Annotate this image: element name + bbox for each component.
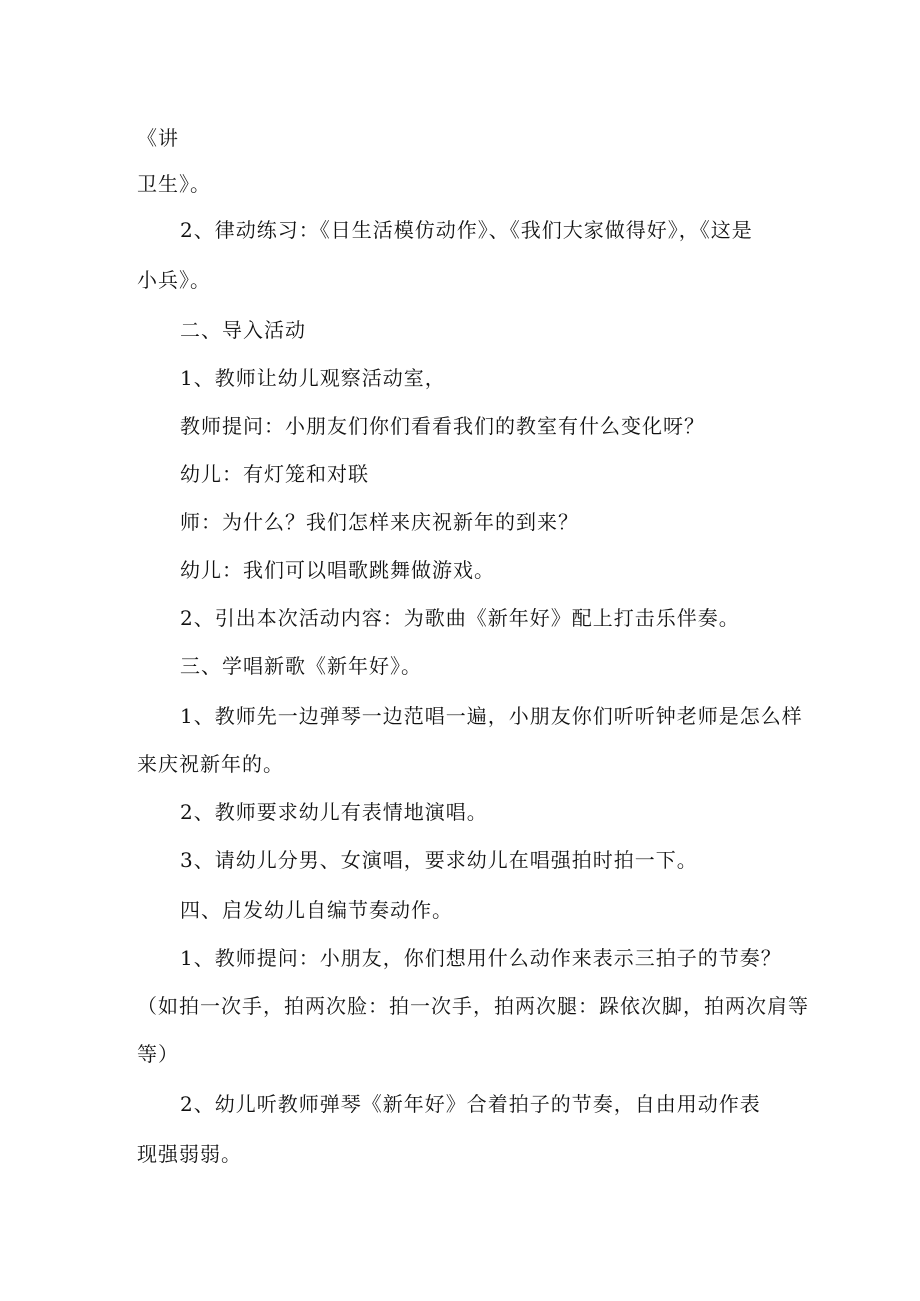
section-heading: 三、学唱新歌《新年好》。 (180, 654, 422, 678)
text-line: 《讲 (137, 126, 179, 150)
text-line: 幼儿：有灯笼和对联 (180, 462, 369, 486)
text-line: 1、教师让幼儿观察活动室， (180, 366, 446, 390)
text-line: （如拍一次手，拍两次脸：拍一次手，拍两次腿：跺依次脚，拍两次肩等 (137, 994, 809, 1018)
text-line: 2、律动练习：《日生活模仿动作》、《我们大家做得好》，《这是 (180, 218, 753, 242)
text-line: 2、引出本次活动内容：为歌曲《新年好》配上打击乐伴奏。 (180, 606, 740, 630)
text-line: 2、幼儿听教师弹琴《新年好》合着拍子的节奏，自由用动作表 (180, 1092, 761, 1116)
text-line: 小兵》。 (137, 268, 211, 292)
text-line: 幼儿：我们可以唱歌跳舞做游戏。 (180, 558, 495, 582)
text-line: 1、教师先一边弹琴一边范唱一遍，小朋友你们听听钟老师是怎么样 (180, 704, 803, 728)
text-line: 来庆祝新年的。 (137, 752, 284, 776)
text-line: 3、请幼儿分男、女演唱，要求幼儿在唱强拍时拍一下。 (180, 848, 698, 872)
section-heading: 四、启发幼儿自编节奏动作。 (180, 898, 453, 922)
text-line: 卫生》。 (137, 172, 211, 196)
text-line: 现强弱弱。 (137, 1142, 242, 1166)
text-line: 1、教师提问：小朋友，你们想用什么动作来表示三拍子的节奏？ (180, 946, 782, 970)
text-line: 师：为什么？我们怎样来庆祝新年的到来？ (180, 510, 579, 534)
section-heading: 二、导入活动 (180, 318, 306, 342)
text-line: 2、教师要求幼儿有表情地演唱。 (180, 800, 488, 824)
text-line: 等） (137, 1042, 179, 1066)
text-line: 教师提问：小朋友们你们看看我们的教室有什么变化呀？ (180, 414, 705, 438)
